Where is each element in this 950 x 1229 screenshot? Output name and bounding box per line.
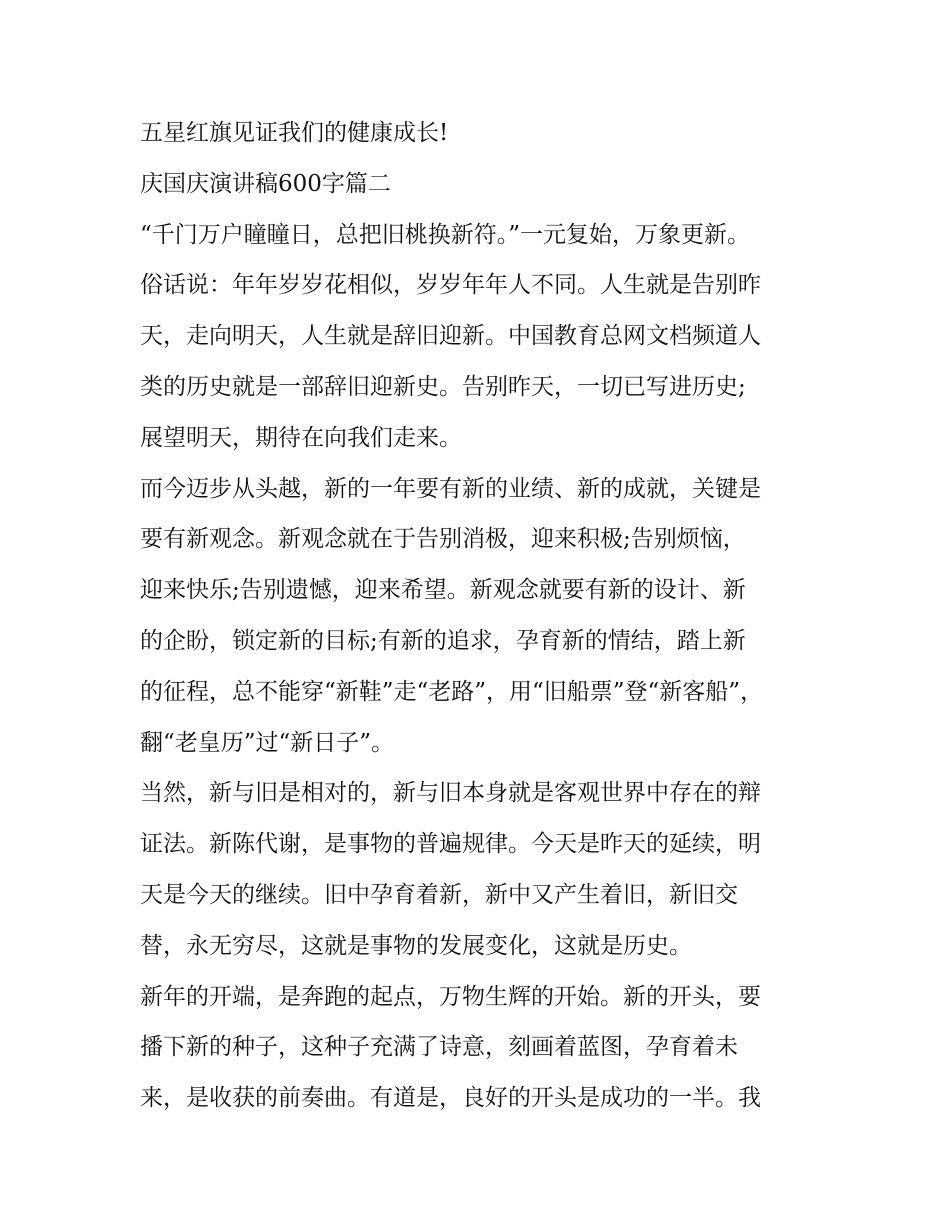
text-line: 类的历史就是一部辞旧迎新史。告别昨天，一切已写进历史; [140,373,746,400]
text-line: 证法。新陈代谢，是事物的普遍规律。今天是昨天的延续，明 [140,831,761,858]
text-line: 天是今天的继续。旧中孕育着新，新中又产生着旧，新旧交 [140,881,738,908]
document-body [140,108,820,1124]
text-line: 替，永无穷尽，这就是事物的发展变化，这就是历史。 [140,932,692,959]
text-line: 播下新的种子，这种子充满了诗意，刻画着蓝图，孕育着未 [140,1034,738,1061]
text-line: 迎来快乐;告别遗憾，迎来希望。新观念就要有新的设计、新 [140,577,746,604]
text-line: 翻“老皇历”过“新日子”。 [140,729,395,756]
text-line: 要有新观念。新观念就在于告别消极，迎来积极;告别烦恼， [140,526,746,553]
text-line: “千门万户瞳瞳日，总把旧桃换新符。”一元复始，万象更新。 [140,221,751,248]
text-line: 天，走向明天，人生就是辞旧迎新。中国教育总网文档频道人 [140,323,761,350]
text-line: 的企盼，锁定新的目标;有新的追求，孕育新的情结，踏上新 [140,627,746,654]
text-line: 展望明天，期待在向我们走来。 [140,424,462,451]
text-line: 新年的开端，是奔跑的起点，万物生辉的开始。新的开头，要 [140,983,761,1010]
text-line: 而今迈步从头越，新的一年要有新的业绩、新的成就，关键是 [140,475,761,502]
section-heading: 庆国庆演讲稿600字篇二 [140,170,391,197]
text-line: 来，是收获的前奏曲。有道是，良好的开头是成功的一半。我 [140,1085,761,1112]
text-line: 的征程，总不能穿“新鞋”走“老路”，用“旧船票”登“新客船”， [140,678,764,705]
text-line: 当然，新与旧是相对的，新与旧本身就是客观世界中存在的辩 [140,780,761,807]
text-line: 五星红旗见证我们的健康成长! [140,120,449,146]
text-line: 俗话说：年年岁岁花相似，岁岁年年人不同。人生就是告别昨 [140,272,761,299]
